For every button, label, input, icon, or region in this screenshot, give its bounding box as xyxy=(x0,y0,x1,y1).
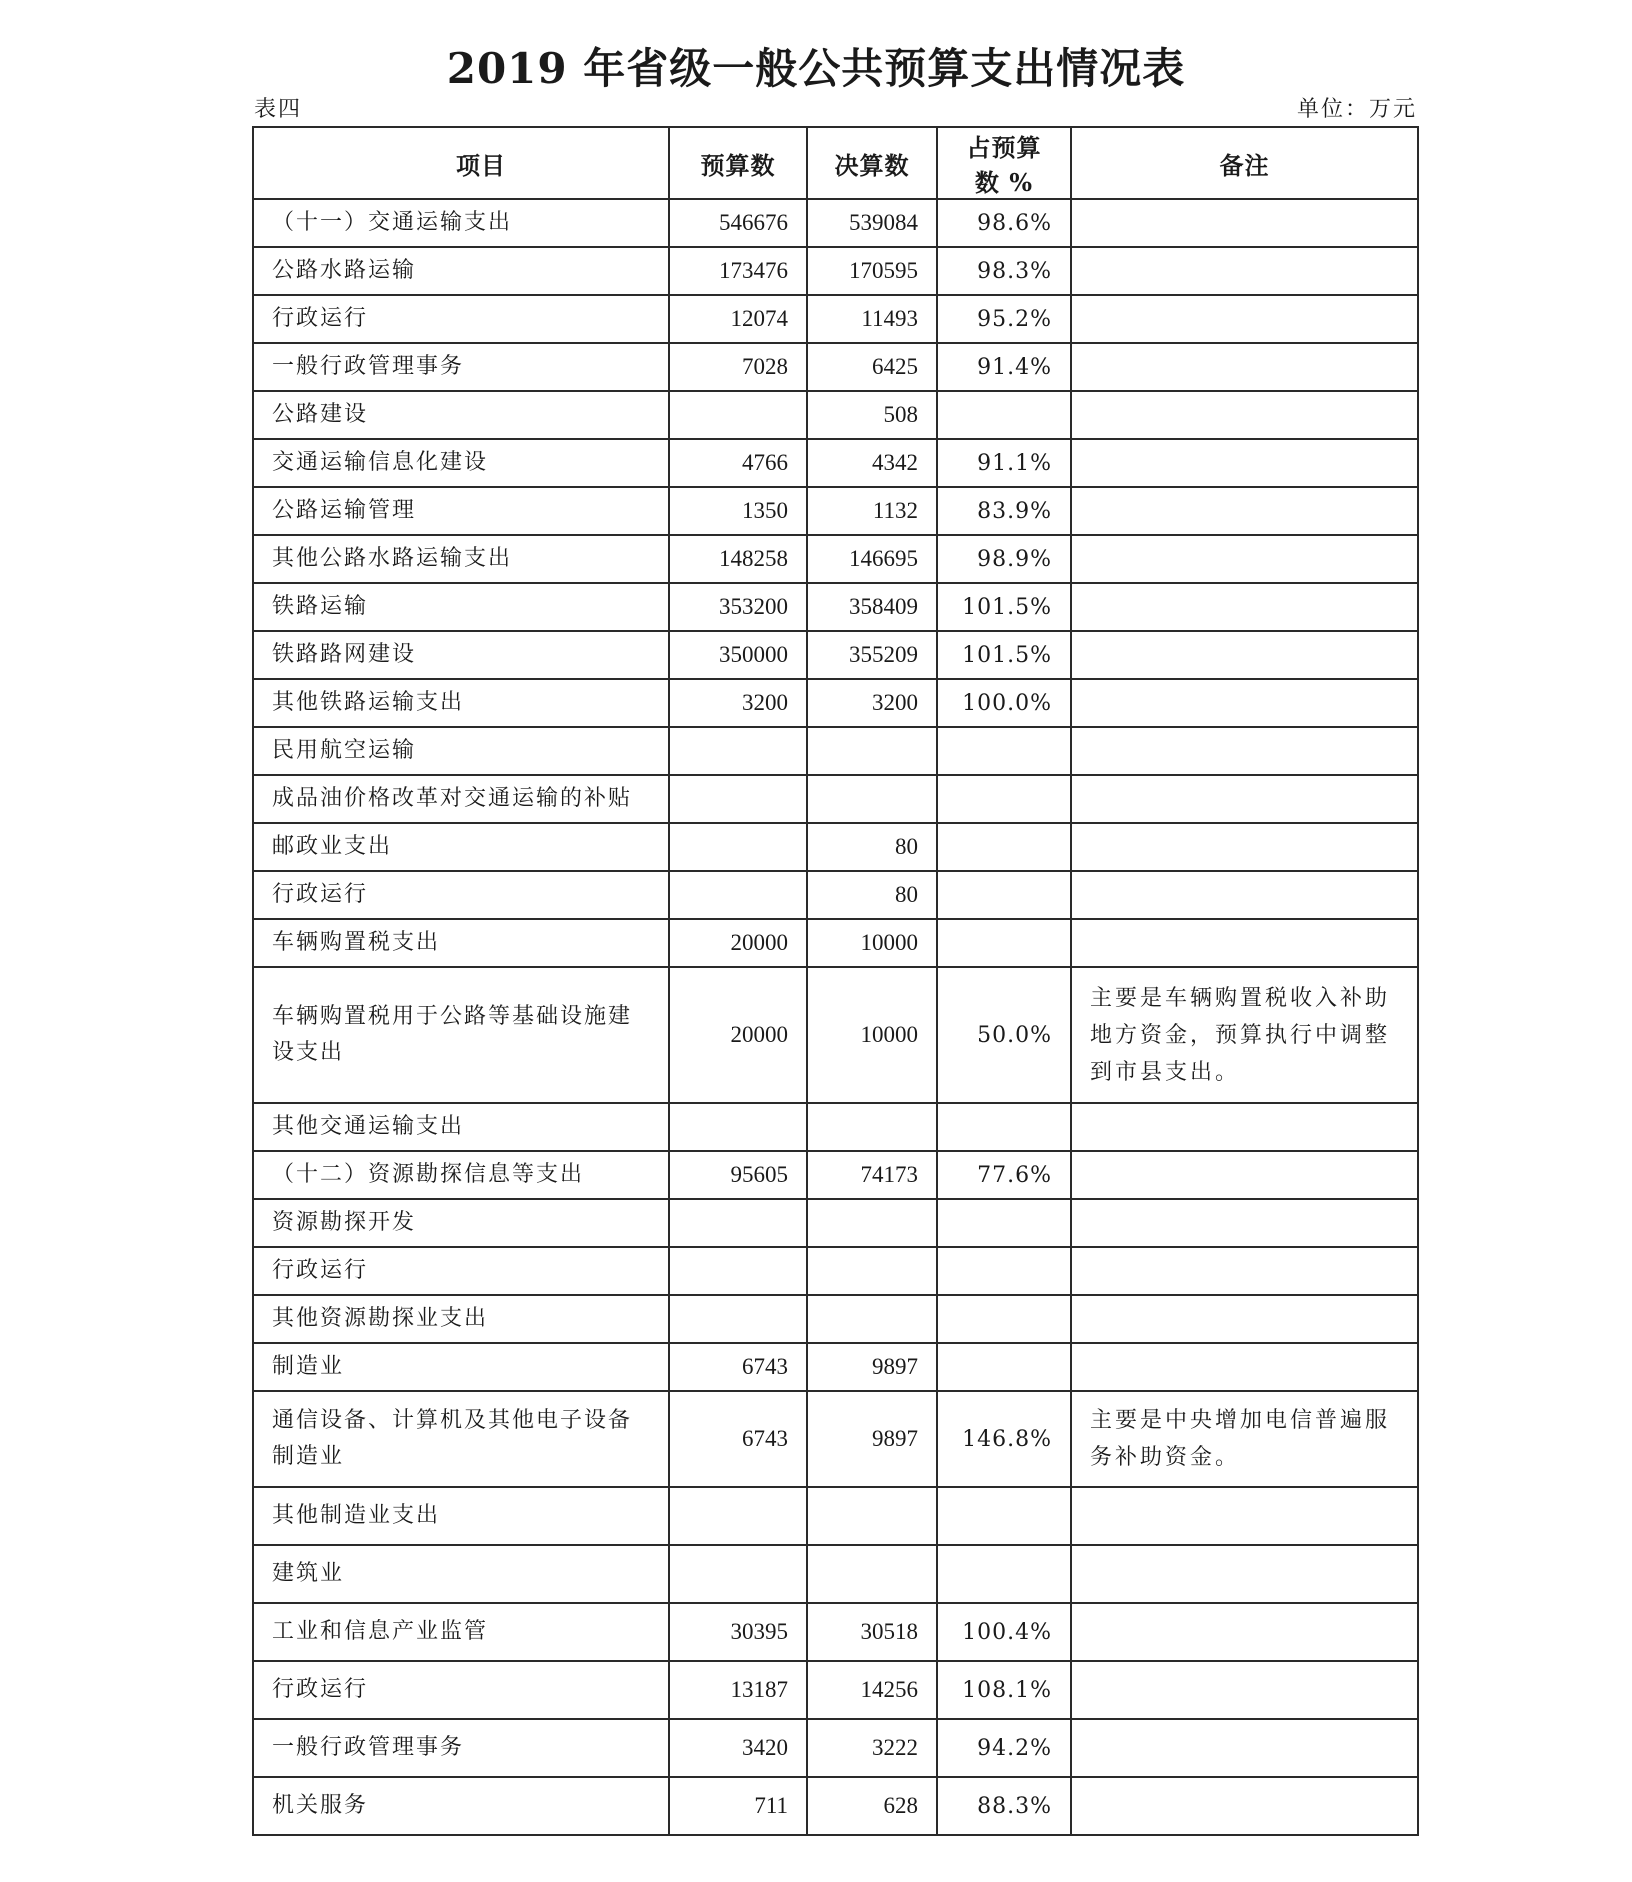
row-final-cell: 14256 xyxy=(807,1661,937,1719)
row-final-cell: 3200 xyxy=(807,679,937,727)
table-body xyxy=(253,199,1418,1835)
row-budget-cell xyxy=(669,871,807,919)
row-final-cell xyxy=(807,1295,937,1343)
row-item-cell: 公路运输管理 xyxy=(253,487,669,535)
row-item-cell: 工业和信息产业监管 xyxy=(253,1603,669,1661)
table-row xyxy=(253,1151,1418,1199)
row-final-cell: 355209 xyxy=(807,631,937,679)
header-budget: 预算数 xyxy=(669,127,807,199)
row-pct-cell: 100.0% xyxy=(937,679,1071,727)
row-note-cell xyxy=(1071,679,1418,727)
row-final-cell: 11493 xyxy=(807,295,937,343)
row-note-cell xyxy=(1071,247,1418,295)
row-final-cell xyxy=(807,727,937,775)
row-final-cell: 3222 xyxy=(807,1719,937,1777)
row-budget-cell: 546676 xyxy=(669,199,807,247)
table-row xyxy=(253,199,1418,247)
table-row xyxy=(253,967,1418,1103)
row-budget-cell: 20000 xyxy=(669,967,807,1103)
row-note-cell xyxy=(1071,1199,1418,1247)
row-item-cell: 资源勘探开发 xyxy=(253,1199,669,1247)
row-note-cell: 主要是中央增加电信普遍服务补助资金。 xyxy=(1071,1391,1418,1487)
row-pct-cell xyxy=(937,391,1071,439)
row-pct-cell xyxy=(937,823,1071,871)
row-final-cell: 10000 xyxy=(807,919,937,967)
row-pct-cell: 95.2% xyxy=(937,295,1071,343)
row-final-cell: 80 xyxy=(807,823,937,871)
table-row xyxy=(253,871,1418,919)
table-row xyxy=(253,679,1418,727)
row-note-cell xyxy=(1071,1661,1418,1719)
header-final: 决算数 xyxy=(807,127,937,199)
row-pct-cell xyxy=(937,1343,1071,1391)
row-note-cell xyxy=(1071,823,1418,871)
row-budget-cell: 95605 xyxy=(669,1151,807,1199)
table-row xyxy=(253,1391,1418,1487)
row-pct-cell: 94.2% xyxy=(937,1719,1071,1777)
row-note-cell xyxy=(1071,535,1418,583)
table-row xyxy=(253,535,1418,583)
row-note-cell xyxy=(1071,583,1418,631)
row-pct-cell: 146.8% xyxy=(937,1391,1071,1487)
row-item-cell: 行政运行 xyxy=(253,1247,669,1295)
header-pct: 占预算数 % xyxy=(937,127,1071,199)
row-item-cell: 其他交通运输支出 xyxy=(253,1103,669,1151)
table-row xyxy=(253,1487,1418,1545)
header-row xyxy=(253,127,1418,199)
row-final-cell: 358409 xyxy=(807,583,937,631)
row-pct-cell xyxy=(937,1295,1071,1343)
row-budget-cell: 12074 xyxy=(669,295,807,343)
row-pct-cell xyxy=(937,1199,1071,1247)
row-final-cell: 9897 xyxy=(807,1343,937,1391)
table-row xyxy=(253,727,1418,775)
row-budget-cell: 148258 xyxy=(669,535,807,583)
table-row xyxy=(253,1199,1418,1247)
row-note-cell xyxy=(1071,871,1418,919)
row-note-cell xyxy=(1071,1295,1418,1343)
row-budget-cell xyxy=(669,1545,807,1603)
table-row xyxy=(253,487,1418,535)
row-item-cell: 铁路路网建设 xyxy=(253,631,669,679)
table-row xyxy=(253,1719,1418,1777)
row-note-cell xyxy=(1071,343,1418,391)
table-row xyxy=(253,1777,1418,1835)
row-budget-cell: 350000 xyxy=(669,631,807,679)
row-note-cell xyxy=(1071,1103,1418,1151)
row-note-cell xyxy=(1071,775,1418,823)
row-budget-cell: 6743 xyxy=(669,1391,807,1487)
row-budget-cell xyxy=(669,1199,807,1247)
row-pct-cell xyxy=(937,919,1071,967)
table-row xyxy=(253,439,1418,487)
row-item-cell: 其他铁路运输支出 xyxy=(253,679,669,727)
row-pct-cell: 101.5% xyxy=(937,583,1071,631)
row-pct-cell: 83.9% xyxy=(937,487,1071,535)
row-item-cell: 通信设备、计算机及其他电子设备制造业 xyxy=(253,1391,669,1487)
row-pct-cell xyxy=(937,1545,1071,1603)
row-budget-cell xyxy=(669,391,807,439)
row-budget-cell: 13187 xyxy=(669,1661,807,1719)
page-title: 2019 年省级一般公共预算支出情况表 xyxy=(446,44,1186,93)
row-note-cell xyxy=(1071,439,1418,487)
row-final-cell xyxy=(807,1487,937,1545)
row-budget-cell xyxy=(669,727,807,775)
row-budget-cell: 353200 xyxy=(669,583,807,631)
row-pct-cell: 98.9% xyxy=(937,535,1071,583)
row-item-cell: 制造业 xyxy=(253,1343,669,1391)
row-item-cell: 车辆购置税支出 xyxy=(253,919,669,967)
row-final-cell: 170595 xyxy=(807,247,937,295)
row-note-cell xyxy=(1071,631,1418,679)
table-row xyxy=(253,1545,1418,1603)
row-item-cell: 行政运行 xyxy=(253,1661,669,1719)
row-budget-cell: 3200 xyxy=(669,679,807,727)
row-note-cell xyxy=(1071,1151,1418,1199)
row-note-cell xyxy=(1071,199,1418,247)
table-row xyxy=(253,1603,1418,1661)
row-final-cell: 146695 xyxy=(807,535,937,583)
table-row xyxy=(253,631,1418,679)
row-note-cell xyxy=(1071,727,1418,775)
row-budget-cell xyxy=(669,823,807,871)
row-item-cell: 其他资源勘探业支出 xyxy=(253,1295,669,1343)
table-row xyxy=(253,1661,1418,1719)
row-item-cell: 成品油价格改革对交通运输的补贴 xyxy=(253,775,669,823)
row-note-cell: 主要是车辆购置税收入补助地方资金，预算执行中调整到市县支出。 xyxy=(1071,967,1418,1103)
table-row xyxy=(253,1247,1418,1295)
table-row xyxy=(253,823,1418,871)
row-item-cell: 一般行政管理事务 xyxy=(253,343,669,391)
row-pct-cell: 108.1% xyxy=(937,1661,1071,1719)
table-row xyxy=(253,775,1418,823)
table-row xyxy=(253,343,1418,391)
row-final-cell: 1132 xyxy=(807,487,937,535)
row-budget-cell: 1350 xyxy=(669,487,807,535)
row-final-cell: 539084 xyxy=(807,199,937,247)
row-budget-cell: 3420 xyxy=(669,1719,807,1777)
row-final-cell: 9897 xyxy=(807,1391,937,1487)
row-note-cell xyxy=(1071,1247,1418,1295)
row-budget-cell: 30395 xyxy=(669,1603,807,1661)
row-item-cell: 行政运行 xyxy=(253,871,669,919)
row-note-cell xyxy=(1071,919,1418,967)
table-row xyxy=(253,247,1418,295)
table-label: 表四 xyxy=(254,97,303,122)
row-budget-cell: 4766 xyxy=(669,439,807,487)
row-pct-cell: 98.3% xyxy=(937,247,1071,295)
row-item-cell: 公路水路运输 xyxy=(253,247,669,295)
row-pct-cell: 91.4% xyxy=(937,343,1071,391)
row-pct-cell: 88.3% xyxy=(937,1777,1071,1835)
row-final-cell xyxy=(807,1247,937,1295)
header-note: 备注 xyxy=(1071,127,1418,199)
row-note-cell xyxy=(1071,1603,1418,1661)
row-item-cell: 建筑业 xyxy=(253,1545,669,1603)
row-pct-cell xyxy=(937,775,1071,823)
row-budget-cell xyxy=(669,775,807,823)
row-item-cell: 其他制造业支出 xyxy=(253,1487,669,1545)
table-row xyxy=(253,1103,1418,1151)
row-budget-cell xyxy=(669,1103,807,1151)
row-item-cell: 民用航空运输 xyxy=(253,727,669,775)
row-item-cell: 一般行政管理事务 xyxy=(253,1719,669,1777)
row-pct-cell xyxy=(937,1247,1071,1295)
unit-label: 单位：万元 xyxy=(1296,97,1417,122)
row-note-cell xyxy=(1071,1487,1418,1545)
table-row xyxy=(253,391,1418,439)
row-pct-cell: 101.5% xyxy=(937,631,1071,679)
row-final-cell: 628 xyxy=(807,1777,937,1835)
table-row xyxy=(253,1343,1418,1391)
row-final-cell xyxy=(807,1103,937,1151)
row-item-cell: 行政运行 xyxy=(253,295,669,343)
row-final-cell: 80 xyxy=(807,871,937,919)
row-pct-cell: 91.1% xyxy=(937,439,1071,487)
row-budget-cell: 20000 xyxy=(669,919,807,967)
row-pct-cell xyxy=(937,1487,1071,1545)
row-final-cell xyxy=(807,775,937,823)
row-pct-cell: 100.4% xyxy=(937,1603,1071,1661)
row-item-cell: （十二）资源勘探信息等支出 xyxy=(253,1151,669,1199)
row-pct-cell xyxy=(937,1103,1071,1151)
table-row xyxy=(253,295,1418,343)
row-note-cell xyxy=(1071,1343,1418,1391)
row-item-cell: 车辆购置税用于公路等基础设施建设支出 xyxy=(253,967,669,1103)
row-item-cell: 公路建设 xyxy=(253,391,669,439)
row-final-cell: 4342 xyxy=(807,439,937,487)
row-note-cell xyxy=(1071,487,1418,535)
row-note-cell xyxy=(1071,295,1418,343)
row-item-cell: 铁路运输 xyxy=(253,583,669,631)
row-final-cell: 508 xyxy=(807,391,937,439)
budget-table xyxy=(252,126,1419,1836)
row-note-cell xyxy=(1071,1719,1418,1777)
row-item-cell: （十一）交通运输支出 xyxy=(253,199,669,247)
table-row xyxy=(253,1295,1418,1343)
row-item-cell: 交通运输信息化建设 xyxy=(253,439,669,487)
row-final-cell: 30518 xyxy=(807,1603,937,1661)
row-item-cell: 其他公路水路运输支出 xyxy=(253,535,669,583)
row-budget-cell xyxy=(669,1295,807,1343)
row-note-cell xyxy=(1071,391,1418,439)
row-pct-cell xyxy=(937,727,1071,775)
row-note-cell xyxy=(1071,1545,1418,1603)
row-budget-cell: 711 xyxy=(669,1777,807,1835)
header-item: 项目 xyxy=(253,127,669,199)
row-pct-cell: 77.6% xyxy=(937,1151,1071,1199)
table-row xyxy=(253,583,1418,631)
row-final-cell: 6425 xyxy=(807,343,937,391)
row-pct-cell: 98.6% xyxy=(937,199,1071,247)
row-note-cell xyxy=(1071,1777,1418,1835)
row-budget-cell xyxy=(669,1247,807,1295)
row-final-cell: 74173 xyxy=(807,1151,937,1199)
row-item-cell: 机关服务 xyxy=(253,1777,669,1835)
row-pct-cell xyxy=(937,871,1071,919)
row-budget-cell: 6743 xyxy=(669,1343,807,1391)
table-row xyxy=(253,919,1418,967)
row-pct-cell: 50.0% xyxy=(937,967,1071,1103)
row-final-cell xyxy=(807,1545,937,1603)
row-final-cell: 10000 xyxy=(807,967,937,1103)
row-item-cell: 邮政业支出 xyxy=(253,823,669,871)
row-budget-cell: 7028 xyxy=(669,343,807,391)
row-final-cell xyxy=(807,1199,937,1247)
row-budget-cell xyxy=(669,1487,807,1545)
row-budget-cell: 173476 xyxy=(669,247,807,295)
